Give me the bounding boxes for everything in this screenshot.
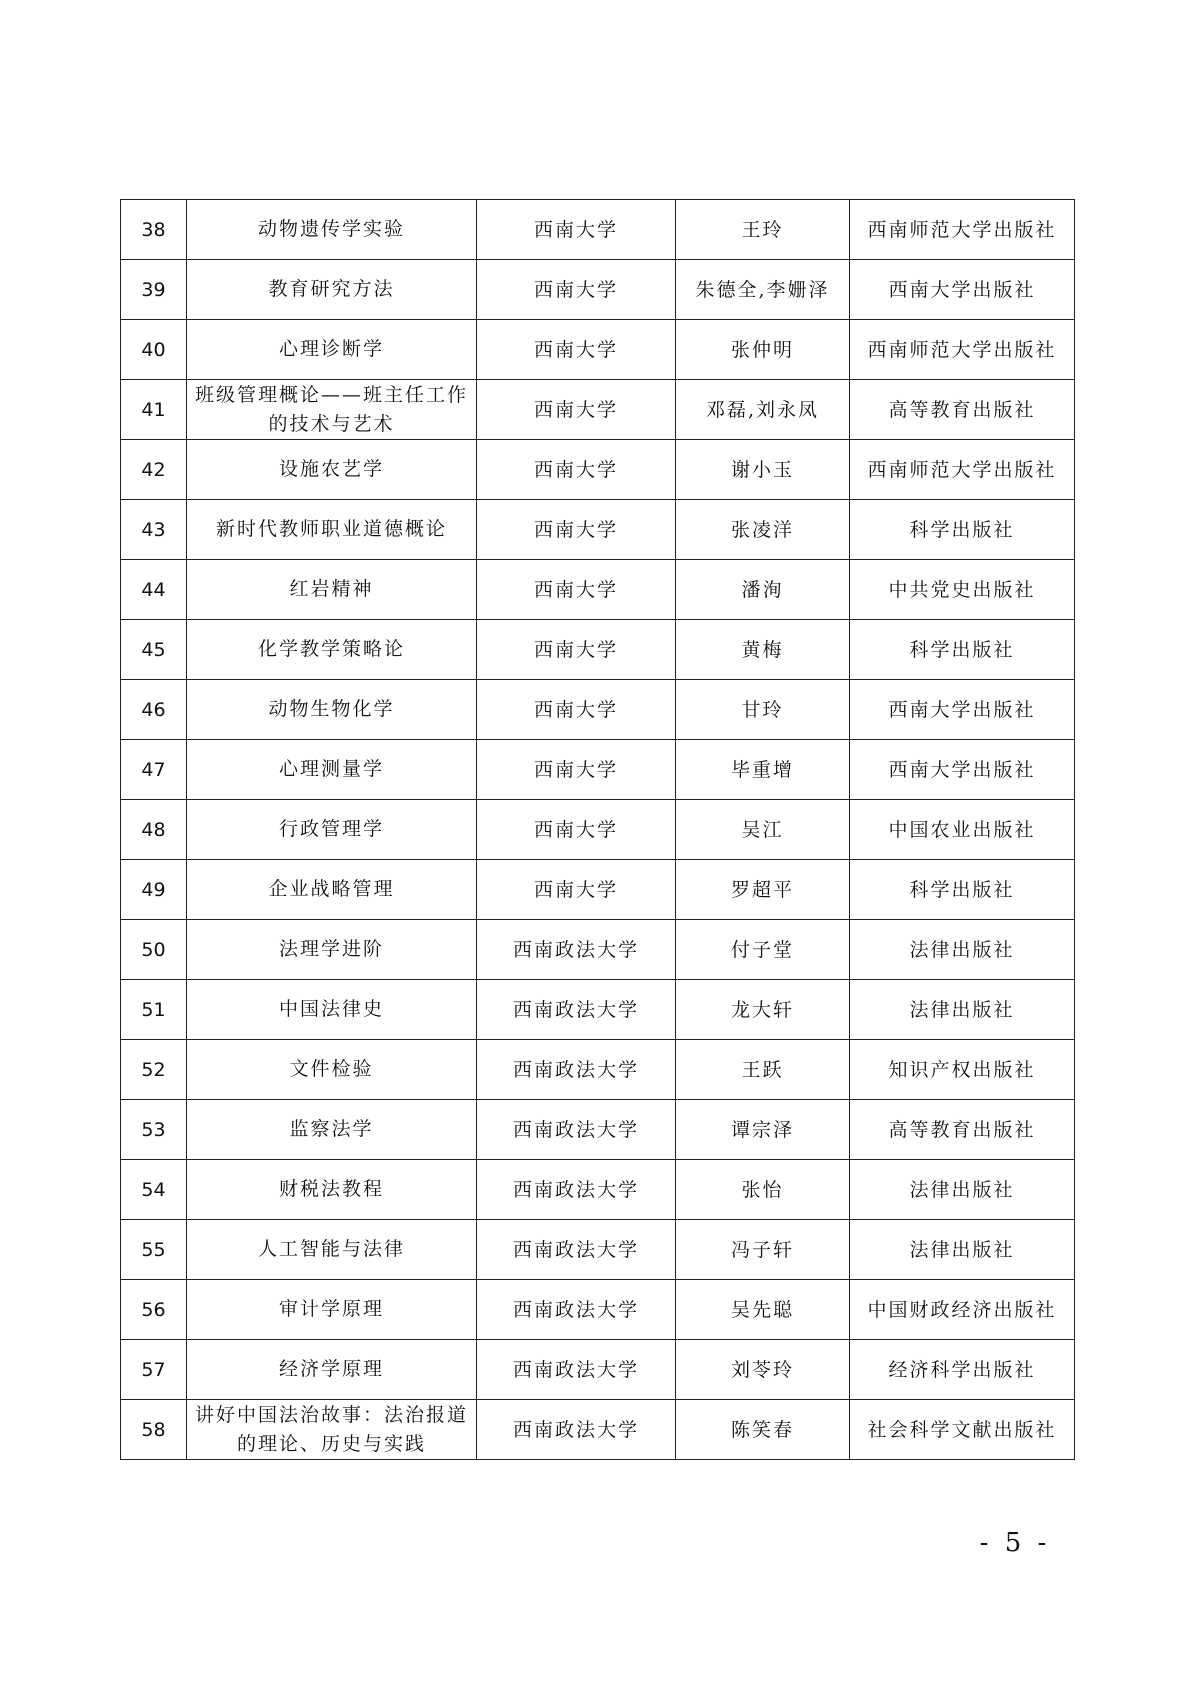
table-row [121, 560, 1075, 620]
table-row [121, 380, 1075, 440]
book-title: 新时代教师职业道德概论 [187, 500, 477, 560]
school-name: 西南大学 [477, 680, 676, 740]
school-name: 西南政法大学 [477, 1340, 676, 1400]
row-number: 51 [121, 980, 187, 1040]
table-row [121, 440, 1075, 500]
author-name: 张仲明 [676, 320, 850, 380]
table-row [121, 680, 1075, 740]
book-title: 班级管理概论——班主任工作的技术与艺术 [187, 380, 477, 440]
book-title: 动物遗传学实验 [187, 200, 477, 260]
table-row [121, 1100, 1075, 1160]
publisher-name: 西南师范大学出版社 [850, 440, 1075, 500]
book-title: 中国法律史 [187, 980, 477, 1040]
publisher-name: 法律出版社 [850, 980, 1075, 1040]
book-title: 心理诊断学 [187, 320, 477, 380]
row-number: 58 [121, 1400, 187, 1460]
school-name: 西南大学 [477, 800, 676, 860]
author-name: 龙大轩 [676, 980, 850, 1040]
table-row [121, 860, 1075, 920]
school-name: 西南政法大学 [477, 1040, 676, 1100]
school-name: 西南政法大学 [477, 1100, 676, 1160]
publisher-name: 西南大学出版社 [850, 680, 1075, 740]
author-name: 张怡 [676, 1160, 850, 1220]
author-name: 付子堂 [676, 920, 850, 980]
row-number: 56 [121, 1280, 187, 1340]
page-number: - 5 - [979, 1528, 1051, 1558]
row-number: 52 [121, 1040, 187, 1100]
publisher-name: 科学出版社 [850, 860, 1075, 920]
table-row [121, 980, 1075, 1040]
publisher-name: 社会科学文献出版社 [850, 1400, 1075, 1460]
table-row [121, 1340, 1075, 1400]
school-name: 西南大学 [477, 200, 676, 260]
publisher-name: 法律出版社 [850, 920, 1075, 980]
row-number: 40 [121, 320, 187, 380]
publisher-name: 法律出版社 [850, 1220, 1075, 1280]
row-number: 44 [121, 560, 187, 620]
publisher-name: 高等教育出版社 [850, 1100, 1075, 1160]
row-number: 49 [121, 860, 187, 920]
school-name: 西南政法大学 [477, 1400, 676, 1460]
table-row [121, 1040, 1075, 1100]
author-name: 谭宗泽 [676, 1100, 850, 1160]
book-title: 红岩精神 [187, 560, 477, 620]
book-title: 教育研究方法 [187, 260, 477, 320]
book-title: 监察法学 [187, 1100, 477, 1160]
row-number: 53 [121, 1100, 187, 1160]
author-name: 朱德全,李姗泽 [676, 260, 850, 320]
publisher-name: 中共党史出版社 [850, 560, 1075, 620]
publisher-name: 西南大学出版社 [850, 260, 1075, 320]
table-row [121, 620, 1075, 680]
row-number: 39 [121, 260, 187, 320]
school-name: 西南大学 [477, 440, 676, 500]
row-number: 45 [121, 620, 187, 680]
author-name: 黄梅 [676, 620, 850, 680]
author-name: 谢小玉 [676, 440, 850, 500]
author-name: 潘洵 [676, 560, 850, 620]
school-name: 西南政法大学 [477, 1220, 676, 1280]
school-name: 西南大学 [477, 380, 676, 440]
author-name: 王跃 [676, 1040, 850, 1100]
table-body [121, 200, 1075, 1460]
author-name: 张凌洋 [676, 500, 850, 560]
row-number: 50 [121, 920, 187, 980]
table-row [121, 920, 1075, 980]
publisher-name: 科学出版社 [850, 500, 1075, 560]
row-number: 55 [121, 1220, 187, 1280]
book-title: 化学教学策略论 [187, 620, 477, 680]
author-name: 罗超平 [676, 860, 850, 920]
school-name: 西南政法大学 [477, 1280, 676, 1340]
book-title: 设施农艺学 [187, 440, 477, 500]
book-title: 文件检验 [187, 1040, 477, 1100]
row-number: 42 [121, 440, 187, 500]
book-title: 审计学原理 [187, 1280, 477, 1340]
row-number: 47 [121, 740, 187, 800]
row-number: 46 [121, 680, 187, 740]
row-number: 41 [121, 380, 187, 440]
table-row [121, 1220, 1075, 1280]
publisher-name: 科学出版社 [850, 620, 1075, 680]
book-title: 企业战略管理 [187, 860, 477, 920]
author-name: 毕重增 [676, 740, 850, 800]
table-row [121, 740, 1075, 800]
table-row [121, 500, 1075, 560]
book-title: 讲好中国法治故事：法治报道的理论、历史与实践 [187, 1400, 477, 1460]
textbook-table [120, 199, 1075, 1460]
publisher-name: 知识产权出版社 [850, 1040, 1075, 1100]
publisher-name: 中国农业出版社 [850, 800, 1075, 860]
row-number: 57 [121, 1340, 187, 1400]
publisher-name: 高等教育出版社 [850, 380, 1075, 440]
row-number: 48 [121, 800, 187, 860]
publisher-name: 经济科学出版社 [850, 1340, 1075, 1400]
book-title: 心理测量学 [187, 740, 477, 800]
author-name: 王玲 [676, 200, 850, 260]
table-row [121, 200, 1075, 260]
publisher-name: 西南师范大学出版社 [850, 320, 1075, 380]
school-name: 西南政法大学 [477, 980, 676, 1040]
author-name: 冯子轩 [676, 1220, 850, 1280]
table-row [121, 320, 1075, 380]
row-number: 43 [121, 500, 187, 560]
book-title: 财税法教程 [187, 1160, 477, 1220]
school-name: 西南大学 [477, 320, 676, 380]
author-name: 吴江 [676, 800, 850, 860]
author-name: 甘玲 [676, 680, 850, 740]
school-name: 西南大学 [477, 560, 676, 620]
table-row [121, 1280, 1075, 1340]
publisher-name: 法律出版社 [850, 1160, 1075, 1220]
table-row [121, 1160, 1075, 1220]
school-name: 西南大学 [477, 500, 676, 560]
school-name: 西南大学 [477, 740, 676, 800]
table-row [121, 1400, 1075, 1460]
book-title: 人工智能与法律 [187, 1220, 477, 1280]
school-name: 西南政法大学 [477, 920, 676, 980]
author-name: 陈笑春 [676, 1400, 850, 1460]
author-name: 邓磊,刘永凤 [676, 380, 850, 440]
author-name: 刘苓玲 [676, 1340, 850, 1400]
school-name: 西南大学 [477, 260, 676, 320]
row-number: 54 [121, 1160, 187, 1220]
table-row [121, 800, 1075, 860]
book-title: 行政管理学 [187, 800, 477, 860]
school-name: 西南大学 [477, 860, 676, 920]
author-name: 吴先聪 [676, 1280, 850, 1340]
publisher-name: 西南师范大学出版社 [850, 200, 1075, 260]
school-name: 西南政法大学 [477, 1160, 676, 1220]
publisher-name: 西南大学出版社 [850, 740, 1075, 800]
publisher-name: 中国财政经济出版社 [850, 1280, 1075, 1340]
school-name: 西南大学 [477, 620, 676, 680]
book-title: 法理学进阶 [187, 920, 477, 980]
book-title: 动物生物化学 [187, 680, 477, 740]
book-title: 经济学原理 [187, 1340, 477, 1400]
row-number: 38 [121, 200, 187, 260]
table-row [121, 260, 1075, 320]
